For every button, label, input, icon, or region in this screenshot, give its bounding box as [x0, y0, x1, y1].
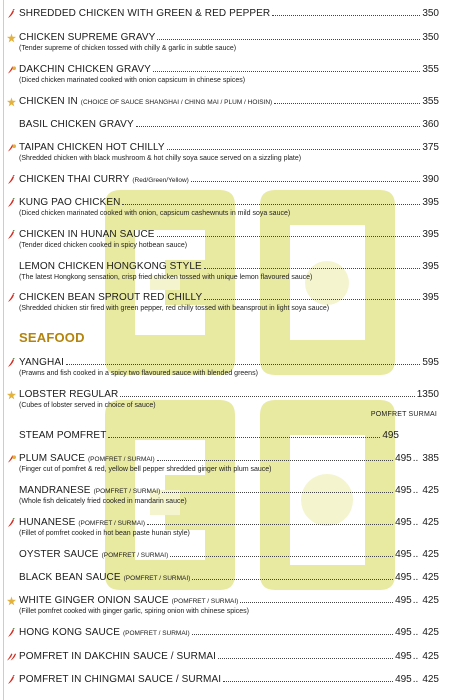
- item-price-surmai: 385: [422, 453, 439, 464]
- chili-star-icon: [7, 143, 16, 153]
- item-subtext: (POMFRET / SURMAI): [78, 520, 146, 527]
- item-price-surmai: 425: [422, 485, 439, 496]
- item-name: POMFRET IN DAKCHIN SAUCE / SURMAI: [19, 651, 217, 662]
- item-description: (Whole fish delicately fried cooked in mandarin sauce): [19, 498, 187, 505]
- item-description: (Fillet of pomfret cooked in hot bean paste hunan style): [19, 530, 190, 537]
- chili-icon: [7, 628, 16, 638]
- item-price: 495: [395, 627, 412, 638]
- item-subtext: (CHOICE OF SAUCE SHANGHAI / CHING MAI / PLUM / HOISIN): [80, 99, 273, 106]
- item-name: WHITE GINGER ONION SAUCE: [19, 595, 169, 606]
- item-subtext: (POMFRET / SURMAI): [101, 552, 169, 559]
- item-price: 350: [422, 32, 439, 43]
- item-name: KUNG PAO CHICKEN: [19, 197, 121, 208]
- item-price: 495: [395, 674, 412, 685]
- item-price: 375: [422, 142, 439, 153]
- chili-icon: [7, 198, 16, 208]
- item-name: CHICKEN IN: [19, 96, 78, 107]
- chili-icon: [7, 9, 16, 19]
- item-subtext: (POMFRET / SURMAI): [122, 630, 190, 637]
- item-price: 495: [395, 549, 412, 560]
- item-name: CHICKEN SUPREME GRAVY: [19, 32, 156, 43]
- item-price: 495: [395, 453, 412, 464]
- chili-icon: [7, 518, 16, 528]
- item-description: (Shredded chicken with black mushroom & hot chilly soya sauce served on a sizzling plate): [19, 155, 302, 162]
- star-icon: [7, 97, 16, 107]
- item-description: (Prawns and fish cooked in a spicy two flavoured sauce with blended greens): [19, 370, 258, 377]
- item-price-surmai: 425: [422, 674, 439, 685]
- item-subtext: (Red/Green/Yellow): [132, 177, 189, 184]
- item-price: 595: [422, 357, 439, 368]
- item-price: 395: [422, 292, 439, 303]
- item-description: (Fillet pomfret cooked with ginger garlic, spiring onion with chinese spices): [19, 608, 249, 615]
- chili-star-icon: [7, 65, 16, 75]
- item-subtext: (POMFRET / SURMAI): [123, 575, 191, 582]
- item-price: 495: [395, 572, 412, 583]
- item-description: (The latest Hongkong sensation, crisp fried chicken tossed with unique lemon flavoured sauce): [19, 274, 313, 281]
- item-name: YANGHAI: [19, 357, 64, 368]
- item-price: 355: [422, 64, 439, 75]
- item-price: 395: [422, 197, 439, 208]
- left-margin-rule: [3, 0, 4, 700]
- item-name: STEAM POMFRET: [19, 430, 107, 441]
- item-price-surmai: 425: [422, 595, 439, 606]
- item-price: 495: [395, 595, 412, 606]
- item-price-surmai: 425: [422, 517, 439, 528]
- chili-star-icon: [7, 454, 16, 464]
- star-icon: [7, 33, 16, 43]
- item-description: (Finger cut of pomfret & red, yellow bell pepper shredded ginger with plum sauce): [19, 466, 272, 473]
- item-description: (Diced chicken marinated cooked with onion, capsicum cashewnuts in mild soya sauce): [19, 210, 291, 217]
- item-name: SHREDDED CHICKEN WITH GREEN & RED PEPPER: [19, 8, 271, 19]
- menu-page: SHREDDED CHICKEN WITH GREEN & RED PEPPER 350 CHICKEN SUPREME GRAVY 350 (Tender supreme of chicken tossed with chilly & garlic in subtle sauce) DAKCHIN CHICKEN GRAVY 355 (Diced chicken marinated cooked with onion capsicum in chinese spices) CHICKEN IN (CHOICE OF SAUCE SHANGHAI / CHING MAI / PLUM / HOISIN) 355 BASIL CHICKEN GRAVY 360 TAIPAN CHICKEN HOT CHILLY 375 (Shredded chicken with black mushroom & hot chilly soya sauce served on a sizzling plate) CHICKEN THAI CURRY (Red/Green/Yellow) 390 KUNG PAO CHICKEN 395 (Diced chicken marinated cooked with onion, capsicum cashewnuts in mild soya sauce) CHICKEN IN HUNAN SAUCE 395 (Tender diced chicken cooked in spicy hotbean sauce) LEMON CHICKEN HONGKONG STYLE 395 (The latest Hongkong sensation, crisp fried chicken tossed with unique lemon flavoured sauce) CHICKEN BEAN SPROUT RED CHILLY 395 (Shredded chicken stir fired with green pepper, red chilly tossed with beansprout in light soya sauce) SEAFOOD YANGHAI 595 (Prawns and fish cooked in a spicy two flavoured sauce with blended greens) LOBSTER REGULAR 1350 (Cubes of lobster served in choice of sauce) POMFRET SURMAI STEAM POMFRET 495 PLUM SAUCE (POMFRET / SURMAI) 495 .. 385 (Finger cut of pomfret & red, yellow bell pepper shredded ginger with plum sauce) MANDRANESE (POMFRET / SURMAI) 495 .. 425 (Whole fish delicately fried cooked in mandarin sauce) HUNANESE (POMFRET / SURMAI) 495 .. 425 (Fillet of pomfret cooked in hot bean paste hunan style) OYSTER SAUCE (POMFRET / SURMAI) 495 .. 425 BLACK BEAN SAUCE (POMFRET / SURMAI) 495 .. 425 WHITE GINGER ONION SAUCE (POMFRET / SURMAI) 495 .. 425 (Fillet pomfret cooked with ginger garlic, spiring onion with chinese spices) HONG KONG SAUCE (POMFRET / SURMAI) 495 .. 425 POMFRET IN DAKCHIN SAUCE / SURMAI 495 .. 425 POMFRET IN CHINGMAI SAUCE / SURMAI 495 .. 425: [0, 0, 455, 700]
- item-subtext: (POMFRET / SURMAI): [93, 488, 161, 495]
- item-name: BASIL CHICKEN GRAVY: [19, 119, 134, 130]
- item-price: 1350: [416, 389, 439, 400]
- item-name: CHICKEN THAI CURRY: [19, 174, 130, 185]
- item-price-surmai: 425: [422, 549, 439, 560]
- item-name: DAKCHIN CHICKEN GRAVY: [19, 64, 151, 75]
- chili-icon: [7, 358, 16, 368]
- item-description: (Cubes of lobster served in choice of sauce): [19, 402, 156, 409]
- item-subtext: (POMFRET / SURMAI): [88, 456, 155, 463]
- item-name: LEMON CHICKEN HONGKONG STYLE: [19, 261, 202, 272]
- item-name: TAIPAN CHICKEN HOT CHILLY: [19, 142, 165, 153]
- column-header-pomfret-surmai: POMFRET SURMAI: [370, 411, 437, 418]
- item-name: CHICKEN IN HUNAN SAUCE: [19, 229, 155, 240]
- chili-icon: [7, 675, 16, 685]
- item-name: POMFRET IN CHINGMAI SAUCE / SURMAI: [19, 674, 222, 685]
- item-subtext: (POMFRET / SURMAI): [171, 598, 239, 605]
- item-price: 495: [395, 651, 412, 662]
- chili-icon: [7, 175, 16, 185]
- item-price: 395: [422, 229, 439, 240]
- item-name: OYSTER SAUCE: [19, 549, 99, 560]
- chili-icon: [7, 230, 16, 240]
- item-name: BLACK BEAN SAUCE: [19, 572, 121, 583]
- item-name: HONG KONG SAUCE: [19, 627, 120, 638]
- star-icon: [7, 596, 16, 606]
- item-price-surmai: 425: [422, 572, 439, 583]
- item-price-surmai: 425: [422, 627, 439, 638]
- item-description: (Diced chicken marinated cooked with onion capsicum in chinese spices): [19, 77, 246, 84]
- chili-icon: [7, 293, 16, 303]
- chili-chili-icon: [7, 652, 16, 662]
- item-price: 495: [395, 485, 412, 496]
- item-price: 350: [422, 8, 439, 19]
- item-name: HUNANESE: [19, 517, 76, 528]
- item-price: 495: [382, 430, 399, 441]
- section-title-seafood: SEAFOOD: [19, 330, 85, 345]
- star-icon: [7, 390, 16, 400]
- item-price: 495: [395, 517, 412, 528]
- item-description: (Shredded chicken stir fired with green pepper, red chilly tossed with beansprout in light soya sauce): [19, 305, 330, 312]
- item-name: PLUM SAUCE: [19, 453, 86, 464]
- item-name: CHICKEN BEAN SPROUT RED CHILLY: [19, 292, 203, 303]
- item-price-surmai: 425: [422, 651, 439, 662]
- item-name: MANDRANESE: [19, 485, 91, 496]
- item-price: 390: [422, 174, 439, 185]
- item-description: (Tender diced chicken cooked in spicy hotbean sauce): [19, 242, 188, 249]
- item-price: 395: [422, 261, 439, 272]
- item-description: (Tender supreme of chicken tossed with chilly & garlic in subtle sauce): [19, 45, 237, 52]
- item-name: LOBSTER REGULAR: [19, 389, 119, 400]
- item-price: 360: [422, 119, 439, 130]
- item-price: 355: [422, 96, 439, 107]
